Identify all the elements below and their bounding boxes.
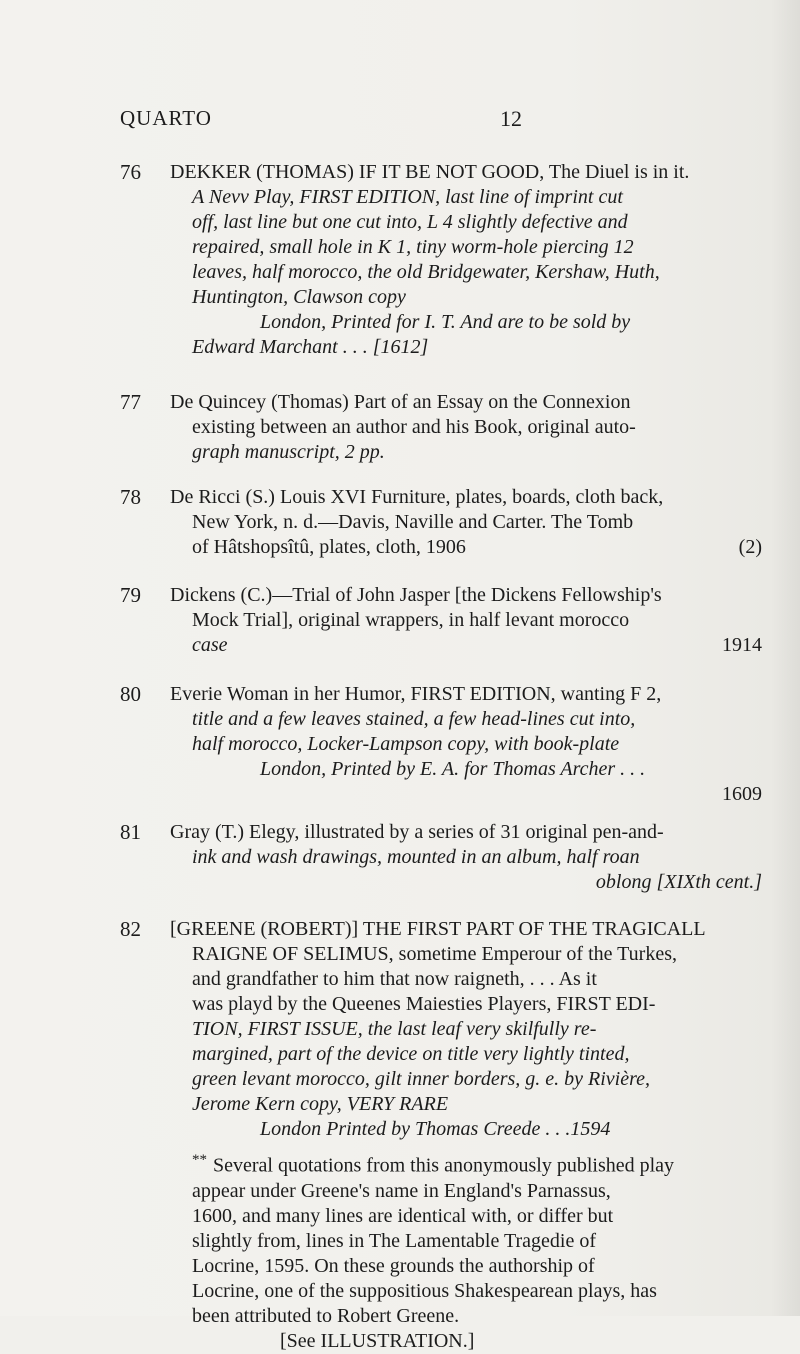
quantity: (2) bbox=[738, 536, 762, 558]
imprint-line: London Printed by Thomas Creede . . .1594 bbox=[260, 1118, 611, 1140]
entry-line: New York, n. d.—Davis, Naville and Carter. The Tomb bbox=[192, 511, 634, 533]
lot-number: 78 bbox=[120, 485, 141, 509]
entry-line: RAIGNE OF SELIMUS, sometime Emperour of the Turkes, bbox=[192, 943, 677, 965]
footnote bbox=[170, 1148, 780, 1329]
entry-line-text: of Hâtshopsîtû, plates, cloth, 1906 bbox=[192, 536, 466, 558]
entry-line: Mock Trial], original wrappers, in half levant morocco bbox=[192, 609, 630, 631]
page-edge-shadow bbox=[770, 0, 800, 1316]
entry-line: half morocco, Locker-Lampson copy, with book-plate bbox=[192, 733, 620, 755]
entry-text bbox=[170, 485, 780, 560]
page-number: 12 bbox=[500, 106, 522, 131]
entry-line: Jerome Kern copy, VERY RARE bbox=[192, 1093, 449, 1115]
entry-line bbox=[170, 633, 780, 658]
entry-line: Everie Woman in her Humor, FIRST EDITION, wanting F 2, bbox=[170, 683, 662, 705]
entry-line bbox=[170, 1148, 780, 1179]
entry-text bbox=[170, 917, 780, 1354]
lot-number: 77 bbox=[120, 390, 141, 414]
page-header bbox=[120, 106, 760, 136]
entry-line: Dickens (C.)—Trial of John Jasper [the Dickens Fellowship's bbox=[170, 584, 662, 606]
entry-text bbox=[170, 390, 780, 465]
entry-line: off, last line but one cut into, L 4 slightly defective and bbox=[192, 211, 628, 233]
entry-line: TION, FIRST ISSUE, the last leaf very skilfully re- bbox=[192, 1018, 597, 1040]
entry-line: [GREENE (ROBERT)] THE FIRST PART OF THE TRAGICALL bbox=[170, 918, 706, 940]
entry-text bbox=[170, 682, 780, 807]
entry-line: was playd by the Queenes Maiesties Players, FIRST EDI- bbox=[192, 993, 656, 1015]
entry-line: oblong [XIXth cent.] bbox=[595, 871, 762, 893]
date: 1609 bbox=[722, 783, 762, 805]
date: 1914 bbox=[722, 634, 762, 656]
entry-text bbox=[170, 160, 780, 360]
lot-number: 80 bbox=[120, 682, 141, 706]
note-line: 1600, and many lines are identical with, or differ but bbox=[192, 1204, 614, 1227]
note-line: slightly from, lines in The Lamentable Tragedie of bbox=[192, 1229, 597, 1252]
entry-line: green levant morocco, gilt inner borders, g. e. by Rivière, bbox=[192, 1068, 651, 1090]
note-line: been attributed to Robert Greene. bbox=[192, 1304, 460, 1327]
see-illustration: [See ILLUSTRATION.] bbox=[280, 1329, 475, 1352]
entry-line: Huntington, Clawson copy bbox=[192, 286, 406, 308]
entry-line: leaves, half morocco, the old Bridgewater, Kershaw, Huth, bbox=[192, 261, 660, 283]
entry-line: repaired, small hole in K 1, tiny worm-hole piercing 12 bbox=[192, 236, 634, 258]
lot-number: 82 bbox=[120, 917, 141, 941]
entry-text bbox=[170, 820, 780, 895]
note-line: Several quotations from this anonymously published play bbox=[213, 1154, 675, 1177]
entry-line: De Quincey (Thomas) Part of an Essay on the Connexion bbox=[170, 391, 631, 413]
entry-line: De Ricci (S.) Louis XVI Furniture, plates, boards, cloth back, bbox=[170, 486, 664, 508]
lot-number: 76 bbox=[120, 160, 141, 184]
entry-line: DEKKER (THOMAS) IF IT BE NOT GOOD, The Diuel is in it. bbox=[170, 161, 690, 183]
imprint-line: London, Printed for I. T. And are to be sold by bbox=[260, 311, 631, 333]
note-line: Locrine, one of the suppositious Shakespearean plays, has bbox=[192, 1279, 657, 1302]
entry-line: and grandfather to him that now raigneth, . . . As it bbox=[192, 968, 597, 990]
note-line: appear under Greene's name in England's Parnassus, bbox=[192, 1179, 611, 1202]
entry-line: margined, part of the device on title very lightly tinted, bbox=[192, 1043, 630, 1065]
note-line: Locrine, 1595. On these grounds the authorship of bbox=[192, 1254, 595, 1277]
entry-line bbox=[170, 535, 780, 560]
entry-line: A Nevv Play, FIRST EDITION, last line of imprint cut bbox=[192, 186, 623, 208]
imprint-line: Edward Marchant . . . [1612] bbox=[192, 336, 429, 358]
entry-line: graph manuscript, 2 pp. bbox=[192, 441, 385, 463]
entry-line: existing between an author and his Book, original auto- bbox=[192, 416, 636, 438]
entry-line: Gray (T.) Elegy, illustrated by a series of 31 original pen-and- bbox=[170, 821, 664, 843]
entry-line: title and a few leaves stained, a few head-lines cut into, bbox=[192, 708, 636, 730]
lot-number: 79 bbox=[120, 583, 141, 607]
entry-line-text: case bbox=[192, 634, 228, 656]
imprint-line: London, Printed by E. A. for Thomas Archer . . . bbox=[260, 758, 646, 780]
section-title: QUARTO bbox=[120, 106, 212, 130]
entry-line: ink and wash drawings, mounted in an album, half roan bbox=[192, 846, 640, 868]
asterism-icon: ** bbox=[192, 1152, 207, 1168]
lot-number: 81 bbox=[120, 820, 141, 844]
entry-text bbox=[170, 583, 780, 658]
